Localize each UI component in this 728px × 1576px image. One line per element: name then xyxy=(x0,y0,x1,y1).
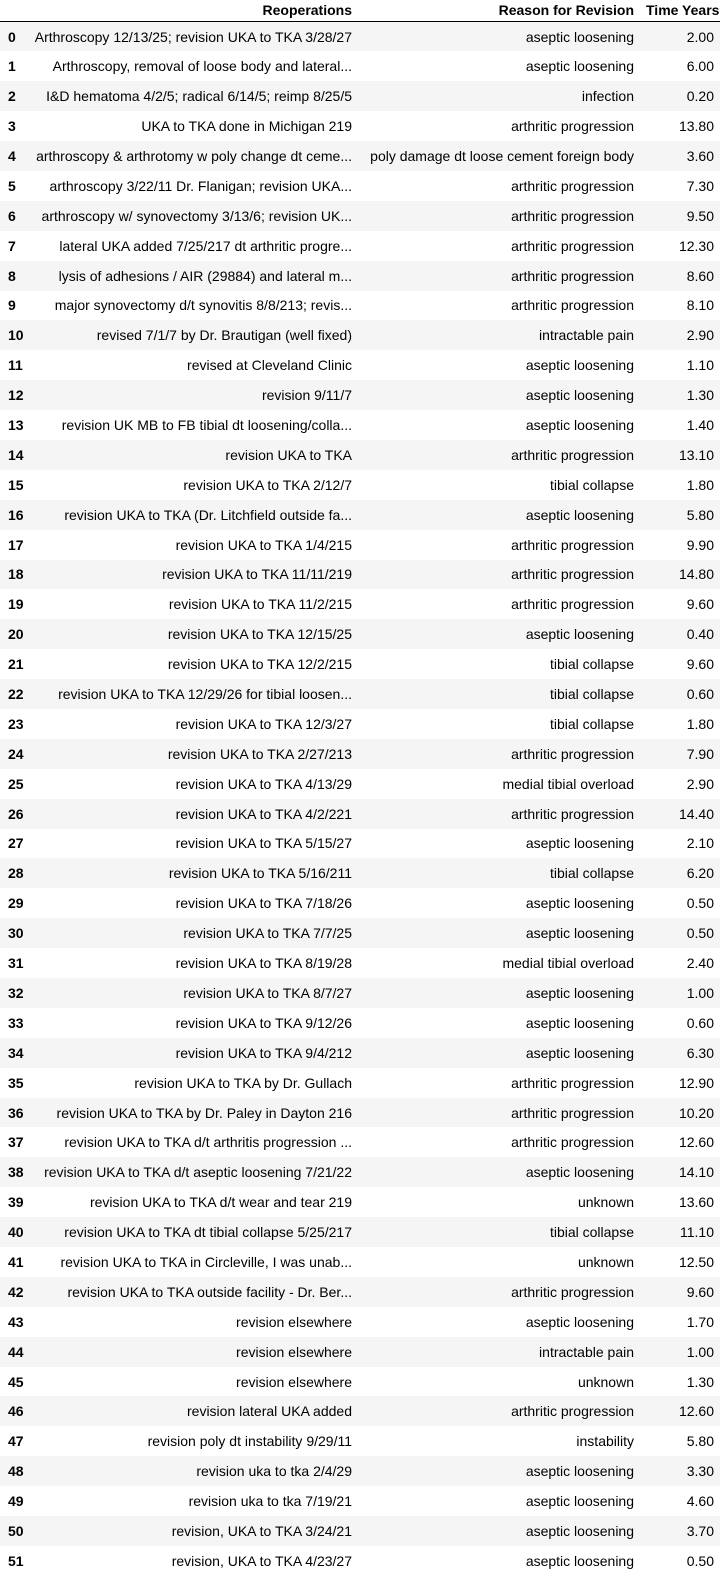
reoperation-cell: revision UKA to TKA d/t wear and tear 219 xyxy=(89,1194,352,1211)
table-row xyxy=(0,530,720,560)
time-years-cell: 5.80 xyxy=(686,506,714,523)
table-row xyxy=(0,1217,720,1247)
time-years-cell: 14.40 xyxy=(678,805,714,822)
table-row xyxy=(0,1187,720,1217)
time-years-cell: 12.60 xyxy=(678,1403,714,1420)
reason-cell: arthritic progression xyxy=(511,566,634,583)
reason-cell: unknown xyxy=(577,1253,634,1270)
reason-cell: tibial collapse xyxy=(549,865,634,882)
row-index: 34 xyxy=(8,1044,24,1061)
table-row xyxy=(0,380,720,410)
table-row xyxy=(0,1456,720,1486)
time-years-cell: 0.60 xyxy=(686,686,714,703)
row-index: 10 xyxy=(8,327,24,344)
row-index: 31 xyxy=(8,955,24,972)
row-index: 41 xyxy=(8,1253,24,1270)
row-index: 2 xyxy=(8,88,16,105)
table-row xyxy=(0,1008,720,1038)
reoperation-cell: revision UKA to TKA 7/7/25 xyxy=(183,925,352,942)
row-index: 35 xyxy=(8,1074,24,1091)
reason-cell: arthritic progression xyxy=(511,1283,634,1300)
reoperation-cell: revision UKA to TKA 12/2/215 xyxy=(167,656,352,673)
reoperation-cell: I&D hematoma 4/2/5; radical 6/14/5; reimp 8/25/5 xyxy=(46,88,352,105)
table-row xyxy=(0,1277,720,1307)
row-index: 0 xyxy=(8,28,16,45)
table-row xyxy=(0,1098,720,1128)
reoperation-cell: revision UKA to TKA by Dr. Gullach xyxy=(134,1074,352,1091)
reoperation-cell: revision poly dt instability 9/29/11 xyxy=(147,1433,352,1450)
reoperation-cell: revision UKA to TKA 9/12/26 xyxy=(175,1014,352,1031)
reason-cell: aseptic loosening xyxy=(525,1313,634,1330)
reoperation-cell: revision UKA to TKA 11/2/215 xyxy=(168,596,352,613)
reoperation-cell: arthroscopy 3/22/11 Dr. Flanigan; revision UKA... xyxy=(49,177,352,194)
reoperation-cell: revised at Cleveland Clinic xyxy=(187,357,352,374)
reoperation-cell: revision UKA to TKA 4/13/29 xyxy=(175,775,352,792)
time-years-cell: 5.80 xyxy=(686,1433,714,1450)
row-index: 18 xyxy=(8,566,24,583)
reason-cell: aseptic loosening xyxy=(525,1164,634,1181)
time-years-cell: 2.10 xyxy=(686,835,714,852)
table-row xyxy=(0,1426,720,1456)
row-index: 16 xyxy=(8,506,24,523)
row-index: 6 xyxy=(8,207,16,224)
time-years-cell: 0.50 xyxy=(686,925,714,942)
reason-cell: instability xyxy=(576,1433,634,1450)
table-row xyxy=(0,888,720,918)
reason-cell: aseptic loosening xyxy=(525,1552,634,1569)
time-years-cell: 9.90 xyxy=(686,536,714,553)
time-years-cell: 1.30 xyxy=(686,387,714,404)
time-years-cell: 1.00 xyxy=(686,1343,714,1360)
row-index: 4 xyxy=(8,148,16,164)
row-index: 14 xyxy=(8,446,24,463)
reason-cell: tibial collapse xyxy=(549,476,634,493)
time-years-cell: 9.60 xyxy=(686,1283,714,1300)
table-row xyxy=(0,1038,720,1068)
row-index: 49 xyxy=(8,1493,24,1510)
time-years-cell: 1.40 xyxy=(686,417,714,434)
reason-cell: medial tibial overload xyxy=(502,955,634,972)
time-years-cell: 8.60 xyxy=(686,267,714,284)
reoperation-cell: revision UKA to TKA 5/16/211 xyxy=(168,865,352,882)
reason-cell: arthritic progression xyxy=(511,237,634,254)
table-row xyxy=(0,858,720,888)
reason-cell: arthritic progression xyxy=(511,596,634,613)
reoperation-cell: revision uka to tka 7/19/21 xyxy=(188,1493,352,1510)
reoperation-cell: revision UKA to TKA outside facility - Dr. Ber... xyxy=(67,1283,352,1300)
row-index: 47 xyxy=(8,1433,24,1450)
reason-cell: infection xyxy=(581,88,634,105)
table-row xyxy=(0,22,720,52)
reason-cell: aseptic loosening xyxy=(525,1493,634,1510)
row-index: 15 xyxy=(8,476,24,493)
row-index: 43 xyxy=(8,1313,24,1330)
row-index: 33 xyxy=(8,1014,24,1031)
row-index: 7 xyxy=(8,237,16,254)
reoperation-cell: revision UKA to TKA 11/11/219 xyxy=(162,566,352,583)
table-row xyxy=(0,1337,720,1367)
reoperation-cell: revision UKA to TKA d/t arthritis progression ... xyxy=(64,1134,352,1151)
table-row xyxy=(0,171,720,201)
time-years-cell: 3.70 xyxy=(686,1522,714,1539)
reason-cell: aseptic loosening xyxy=(525,417,634,434)
reoperation-cell: revision elsewhere xyxy=(236,1343,352,1360)
time-years-cell: 1.80 xyxy=(686,715,714,732)
time-years-cell: 2.90 xyxy=(686,775,714,792)
reoperation-cell: Arthroscopy, removal of loose body and lateral... xyxy=(52,58,352,75)
reason-cell: arthritic progression xyxy=(511,745,634,762)
time-years-cell: 10.20 xyxy=(678,1104,714,1121)
row-index: 1 xyxy=(8,58,16,75)
row-index: 24 xyxy=(8,745,24,762)
row-index: 8 xyxy=(8,267,16,284)
table-row xyxy=(0,410,720,440)
reoperation-cell: revision UKA to TKA 8/19/28 xyxy=(175,955,352,972)
reason-cell: aseptic loosening xyxy=(525,1463,634,1480)
table-row xyxy=(0,1127,720,1157)
row-index: 48 xyxy=(8,1463,24,1480)
reason-cell: aseptic loosening xyxy=(525,626,634,643)
reason-cell: medial tibial overload xyxy=(502,775,634,792)
reason-cell: poly damage dt loose cement foreign body xyxy=(370,148,634,164)
row-index: 9 xyxy=(8,297,16,314)
reason-cell: aseptic loosening xyxy=(525,984,634,1001)
row-index: 5 xyxy=(8,177,16,194)
reoperation-cell: revision UKA to TKA 2/27/213 xyxy=(167,745,352,762)
time-years-cell: 2.00 xyxy=(686,28,714,45)
time-years-cell: 12.30 xyxy=(678,237,714,254)
table-row xyxy=(0,1068,720,1098)
table-row xyxy=(0,1486,720,1516)
time-years-cell: 0.40 xyxy=(686,626,714,643)
row-index: 11 xyxy=(8,357,23,374)
reoperation-cell: revision lateral UKA added xyxy=(187,1403,352,1420)
reoperation-cell: revision elsewhere xyxy=(236,1313,352,1330)
reoperation-cell: revision UKA to TKA 4/2/221 xyxy=(175,805,352,822)
reoperation-cell: Arthroscopy 12/13/25; revision UKA to TKA 3/28/27 xyxy=(34,28,352,45)
table-row xyxy=(0,1247,720,1277)
row-index: 50 xyxy=(8,1522,24,1539)
reason-cell: arthritic progression xyxy=(511,177,634,194)
reoperation-cell: revision elsewhere xyxy=(236,1373,352,1390)
reoperation-cell: revision UKA to TKA 7/18/26 xyxy=(175,895,352,912)
table-row xyxy=(0,141,720,171)
table-row xyxy=(0,649,720,679)
row-index: 37 xyxy=(8,1134,24,1151)
table-row xyxy=(0,948,720,978)
table-row xyxy=(0,739,720,769)
row-index: 45 xyxy=(8,1373,24,1390)
table-row xyxy=(0,1307,720,1337)
time-years-cell: 0.20 xyxy=(686,88,714,105)
row-index: 39 xyxy=(8,1194,24,1211)
reoperation-cell: revision UKA to TKA 12/15/25 xyxy=(167,626,352,643)
time-years-cell: 14.80 xyxy=(678,566,714,583)
reason-cell: arthritic progression xyxy=(511,1074,634,1091)
table-body xyxy=(0,22,720,1576)
reoperation-cell: revision UKA to TKA by Dr. Paley in Dayton 216 xyxy=(56,1104,352,1121)
reoperation-cell: revision UK MB to FB tibial dt loosening/colla... xyxy=(61,417,352,434)
table-header xyxy=(0,0,720,22)
reoperation-cell: revision UKA to TKA 5/15/27 xyxy=(175,835,352,852)
time-years-cell: 1.30 xyxy=(686,1373,714,1390)
time-years-cell: 6.20 xyxy=(686,865,714,882)
row-index: 22 xyxy=(8,686,24,703)
reason-cell: aseptic loosening xyxy=(525,895,634,912)
row-index: 46 xyxy=(8,1403,24,1420)
table-row xyxy=(0,81,720,111)
reason-cell: arthritic progression xyxy=(511,207,634,224)
time-years-cell: 13.80 xyxy=(678,118,714,135)
table-row xyxy=(0,799,720,829)
reoperation-cell: revision UKA to TKA d/t aseptic loosening 7/21/22 xyxy=(44,1164,352,1181)
reason-cell: arthritic progression xyxy=(511,805,634,822)
time-years-cell: 2.40 xyxy=(686,955,714,972)
table-row xyxy=(0,679,720,709)
reoperation-cell: revision UKA to TKA 9/4/212 xyxy=(175,1044,352,1061)
table-row xyxy=(0,440,720,470)
time-years-cell: 4.60 xyxy=(686,1493,714,1510)
reason-cell: arthritic progression xyxy=(511,1104,634,1121)
time-years-cell: 3.30 xyxy=(686,1463,714,1480)
reason-cell: aseptic loosening xyxy=(525,1044,634,1061)
row-index: 40 xyxy=(8,1224,24,1241)
row-index: 13 xyxy=(8,417,24,434)
row-index: 27 xyxy=(8,835,24,852)
time-years-header: Time Years xyxy=(640,0,720,22)
time-years-cell: 0.50 xyxy=(686,1552,714,1569)
row-index: 44 xyxy=(8,1343,24,1360)
reason-cell: tibial collapse xyxy=(549,1224,634,1241)
row-index: 30 xyxy=(8,925,24,942)
table-row xyxy=(0,978,720,1008)
table-row xyxy=(0,111,720,141)
reason-cell: arthritic progression xyxy=(511,267,634,284)
time-years-cell: 12.50 xyxy=(678,1253,714,1270)
table-row xyxy=(0,709,720,739)
table-row xyxy=(0,320,720,350)
reoperation-cell: lateral UKA added 7/25/217 dt arthritic progre... xyxy=(59,237,352,254)
reoperation-cell: arthroscopy w/ synovectomy 3/13/6; revision UK... xyxy=(41,207,352,224)
reoperation-cell: revised 7/1/7 by Dr. Brautigan (well fixed) xyxy=(96,327,352,344)
reason-cell: tibial collapse xyxy=(549,715,634,732)
row-index: 51 xyxy=(8,1552,24,1569)
reoperation-cell: revision 9/11/7 xyxy=(261,387,352,404)
reoperation-cell: revision UKA to TKA 2/12/7 xyxy=(183,476,352,493)
reoperation-cell: revision UKA to TKA xyxy=(225,446,352,463)
time-years-cell: 1.10 xyxy=(686,357,714,374)
reason-cell: intractable pain xyxy=(539,327,634,344)
time-years-cell: 1.70 xyxy=(686,1313,714,1330)
reason-cell: aseptic loosening xyxy=(525,1522,634,1539)
table-row xyxy=(0,51,720,81)
table-row xyxy=(0,619,720,649)
reason-cell: aseptic loosening xyxy=(525,835,634,852)
table-row xyxy=(0,291,720,321)
row-index: 12 xyxy=(8,387,24,404)
time-years-cell: 2.90 xyxy=(686,327,714,344)
row-index: 17 xyxy=(8,536,24,553)
table-row xyxy=(0,1546,720,1576)
table-row xyxy=(0,1516,720,1546)
reoperation-cell: revision UKA to TKA dt tibial collapse 5/25/217 xyxy=(64,1224,352,1241)
time-years-cell: 9.50 xyxy=(686,207,714,224)
reason-cell: aseptic loosening xyxy=(525,925,634,942)
time-years-cell: 1.00 xyxy=(686,984,714,1001)
row-index: 36 xyxy=(8,1104,24,1121)
reason-cell: unknown xyxy=(577,1194,634,1211)
row-index: 3 xyxy=(8,118,16,135)
table-row xyxy=(0,829,720,859)
reason-cell: unknown xyxy=(577,1373,634,1390)
row-index: 26 xyxy=(8,805,24,822)
table-row xyxy=(0,500,720,530)
reason-cell: tibial collapse xyxy=(549,686,634,703)
time-years-cell: 12.60 xyxy=(678,1134,714,1151)
reason-cell: arthritic progression xyxy=(511,118,634,135)
table-row xyxy=(0,769,720,799)
time-years-cell: 11.10 xyxy=(680,1224,714,1241)
table-row xyxy=(0,560,720,590)
time-years-cell: 12.90 xyxy=(678,1074,714,1091)
reoperation-cell: UKA to TKA done in Michigan 219 xyxy=(141,118,352,135)
row-index: 42 xyxy=(8,1283,24,1300)
time-years-cell: 6.00 xyxy=(686,58,714,75)
row-index: 38 xyxy=(8,1164,24,1181)
reoperation-cell: revision UKA to TKA 8/7/27 xyxy=(183,984,352,1001)
time-years-cell: 9.60 xyxy=(686,596,714,613)
table-row xyxy=(0,350,720,380)
table-row xyxy=(0,589,720,619)
time-years-cell: 8.10 xyxy=(686,297,714,314)
time-years-cell: 6.30 xyxy=(686,1044,714,1061)
reason-cell: arthritic progression xyxy=(511,536,634,553)
reoperation-cell: revision uka to tka 2/4/29 xyxy=(196,1463,352,1480)
reason-cell: arthritic progression xyxy=(511,1403,634,1420)
reason-cell: tibial collapse xyxy=(549,656,634,673)
table-row xyxy=(0,231,720,261)
table-row xyxy=(0,1157,720,1187)
reason-cell: arthritic progression xyxy=(511,1134,634,1151)
reason-cell: aseptic loosening xyxy=(525,506,634,523)
reason-header: Reason for Revision xyxy=(358,0,640,22)
time-years-cell: 0.60 xyxy=(686,1014,714,1031)
row-index: 20 xyxy=(8,626,24,643)
reoperation-cell: lysis of adhesions / AIR (29884) and lateral m... xyxy=(58,267,352,284)
reoperations-header: Reoperations xyxy=(28,0,358,22)
table-row xyxy=(0,261,720,291)
table-row xyxy=(0,1367,720,1397)
reason-cell: aseptic loosening xyxy=(525,357,634,374)
row-index: 25 xyxy=(8,775,24,792)
reoperation-cell: revision, UKA to TKA 3/24/21 xyxy=(171,1522,352,1539)
table-row xyxy=(0,470,720,500)
reason-cell: aseptic loosening xyxy=(525,1014,634,1031)
reason-cell: arthritic progression xyxy=(511,297,634,314)
table-row xyxy=(0,201,720,231)
header-row xyxy=(0,0,720,22)
time-years-cell: 13.10 xyxy=(678,446,714,463)
table-row xyxy=(0,1396,720,1426)
table-row xyxy=(0,918,720,948)
time-years-cell: 14.10 xyxy=(678,1164,714,1181)
reoperation-cell: revision UKA to TKA 1/4/215 xyxy=(175,536,352,553)
row-index: 21 xyxy=(8,656,24,673)
reoperation-cell: major synovectomy d/t synovitis 8/8/213; revis... xyxy=(54,297,352,314)
reason-cell: aseptic loosening xyxy=(525,58,634,75)
time-years-cell: 7.30 xyxy=(686,177,714,194)
row-index: 32 xyxy=(8,984,24,1001)
reoperation-cell: revision, UKA to TKA 4/23/27 xyxy=(171,1552,352,1569)
reason-cell: aseptic loosening xyxy=(525,28,634,45)
time-years-cell: 3.60 xyxy=(686,148,714,164)
time-years-cell: 9.60 xyxy=(686,656,714,673)
reoperation-cell: revision UKA to TKA in Circleville, I was unab... xyxy=(60,1253,352,1270)
reoperation-cell: revision UKA to TKA 12/3/27 xyxy=(175,715,352,732)
reoperation-cell: revision UKA to TKA 12/29/26 for tibial loosen... xyxy=(58,686,352,703)
row-index: 19 xyxy=(8,596,24,613)
reoperation-cell: arthroscopy & arthrotomy w poly change dt ceme... xyxy=(36,148,352,164)
index-header xyxy=(0,0,28,22)
reason-cell: arthritic progression xyxy=(511,446,634,463)
row-index: 23 xyxy=(8,715,24,732)
time-years-cell: 13.60 xyxy=(678,1194,714,1211)
row-index: 28 xyxy=(8,865,24,882)
reason-cell: aseptic loosening xyxy=(525,387,634,404)
time-years-cell: 1.80 xyxy=(686,476,714,493)
reason-cell: intractable pain xyxy=(539,1343,634,1360)
time-years-cell: 0.50 xyxy=(686,895,714,912)
reoperation-cell: revision UKA to TKA (Dr. Litchfield outside fa... xyxy=(64,506,352,523)
time-years-cell: 7.90 xyxy=(686,745,714,762)
row-index: 29 xyxy=(8,895,24,912)
